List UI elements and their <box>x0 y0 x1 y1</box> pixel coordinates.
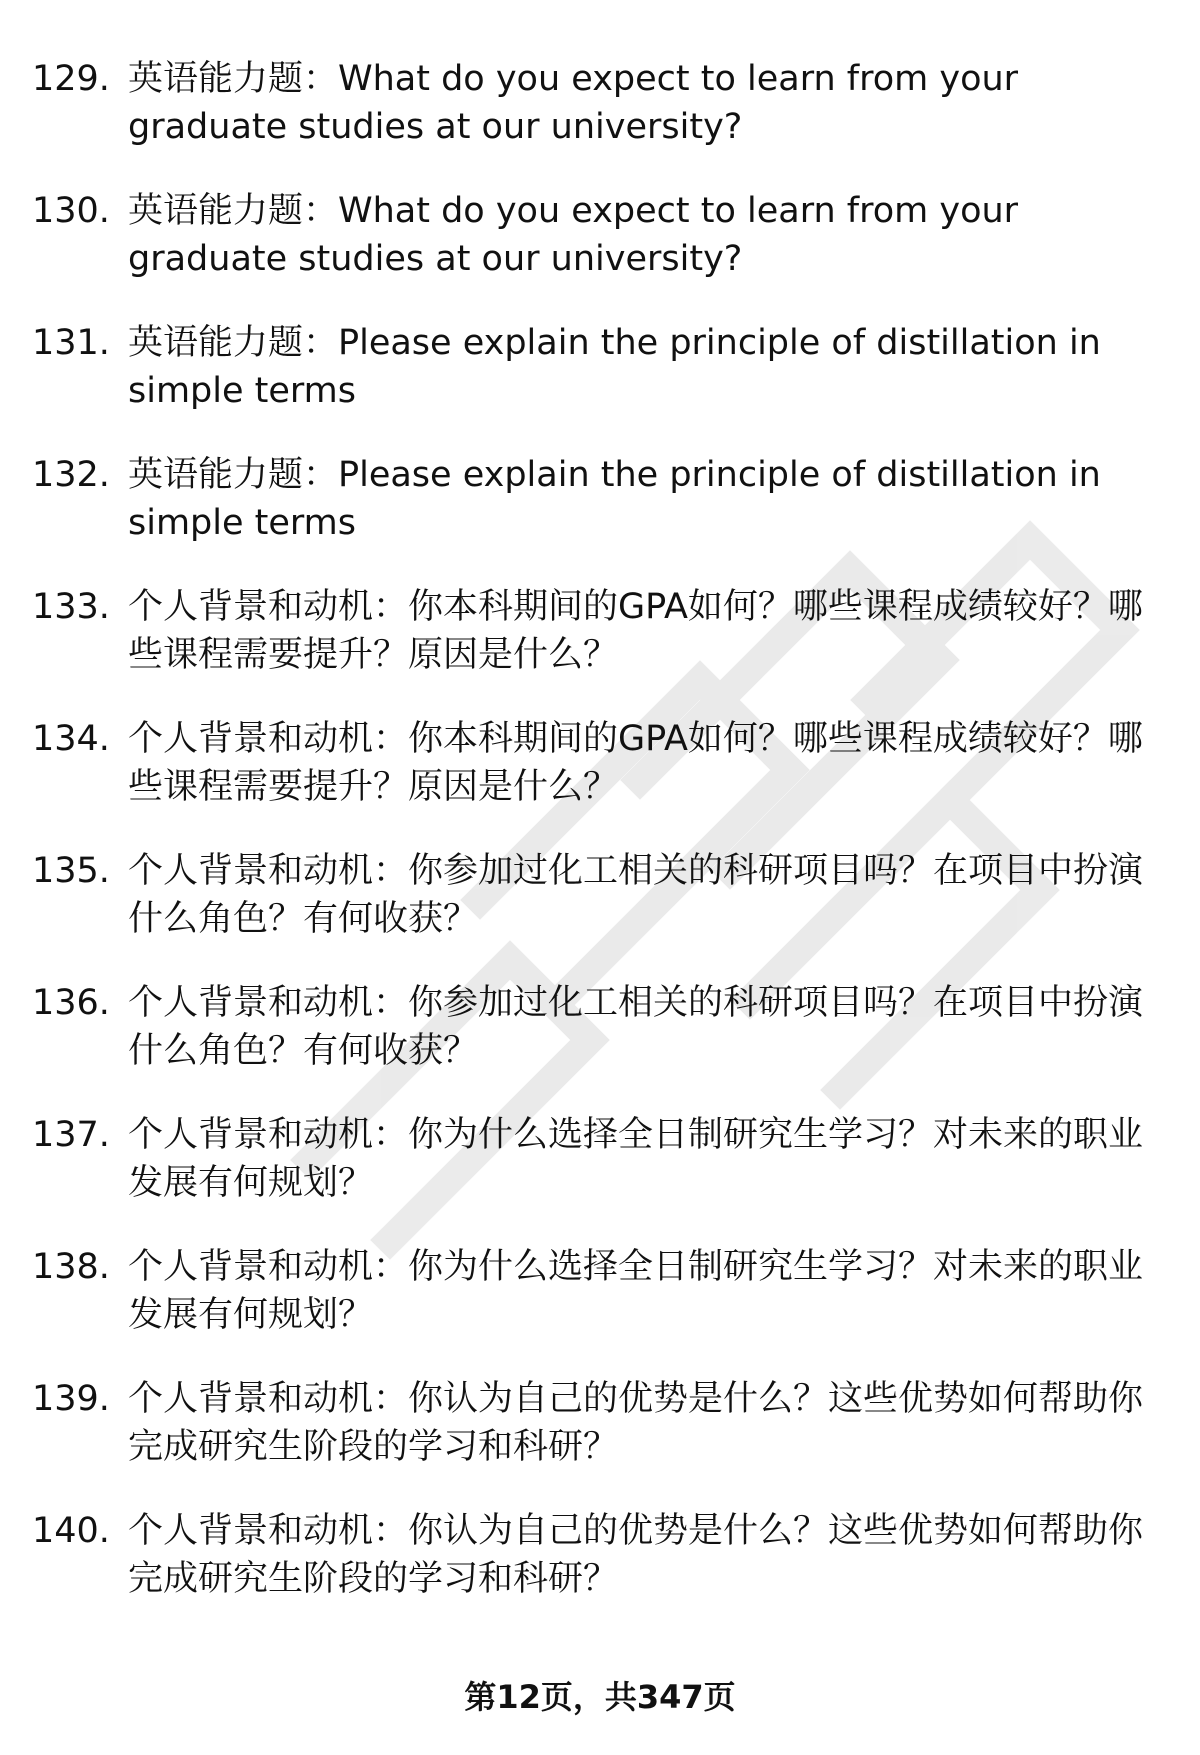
page-number-label: 第12页，共347页 <box>464 1678 736 1716</box>
question-text: 个人背景和动机：你认为自己的优势是什么？这些优势如何帮助你完成研究生阶段的学习和科研？ <box>128 1379 1144 1467</box>
question-item <box>0 847 1200 947</box>
question-number: 133. <box>32 587 110 627</box>
question-item <box>0 55 1200 155</box>
question-number: 138. <box>32 1247 110 1287</box>
question-item <box>0 1111 1200 1211</box>
question-number: 132. <box>32 455 110 495</box>
question-text: 英语能力题：What do you expect to learn from your graduate studies at our university? <box>128 59 1019 147</box>
question-item <box>0 1243 1200 1343</box>
question-number: 140. <box>32 1511 110 1551</box>
question-item <box>0 187 1200 287</box>
question-item <box>0 319 1200 419</box>
question-number: 136. <box>32 983 110 1023</box>
question-number: 130. <box>32 191 110 231</box>
question-text: 英语能力题：Please explain the principle of distillation in simple terms <box>128 455 1101 543</box>
question-text: 英语能力题：Please explain the principle of distillation in simple terms <box>128 323 1101 411</box>
question-number: 129. <box>32 59 110 99</box>
question-text: 个人背景和动机：你认为自己的优势是什么？这些优势如何帮助你完成研究生阶段的学习和科研？ <box>128 1511 1144 1599</box>
question-number: 131. <box>32 323 110 363</box>
question-item <box>0 1375 1200 1475</box>
question-text: 个人背景和动机：你本科期间的GPA如何？哪些课程成绩较好？哪些课程需要提升？原因是什么？ <box>128 719 1143 807</box>
question-text: 个人背景和动机：你为什么选择全日制研究生学习？对未来的职业发展有何规划？ <box>128 1115 1144 1203</box>
question-text: 英语能力题：What do you expect to learn from your graduate studies at our university? <box>128 191 1019 279</box>
question-item <box>0 451 1200 551</box>
page-footer <box>0 1676 1200 1718</box>
question-item <box>0 583 1200 683</box>
question-text: 个人背景和动机：你参加过化工相关的科研项目吗？在项目中扮演什么角色？有何收获？ <box>128 983 1144 1071</box>
question-text: 个人背景和动机：你本科期间的GPA如何？哪些课程成绩较好？哪些课程需要提升？原因是什么？ <box>128 587 1143 675</box>
question-text: 个人背景和动机：你参加过化工相关的科研项目吗？在项目中扮演什么角色？有何收获？ <box>128 851 1144 939</box>
question-number: 137. <box>32 1115 110 1155</box>
question-number: 134. <box>32 719 110 759</box>
question-number: 139. <box>32 1379 110 1419</box>
question-item <box>0 715 1200 815</box>
question-text: 个人背景和动机：你为什么选择全日制研究生学习？对未来的职业发展有何规划？ <box>128 1247 1144 1335</box>
question-number: 135. <box>32 851 110 891</box>
question-item <box>0 1507 1200 1607</box>
question-item <box>0 979 1200 1079</box>
